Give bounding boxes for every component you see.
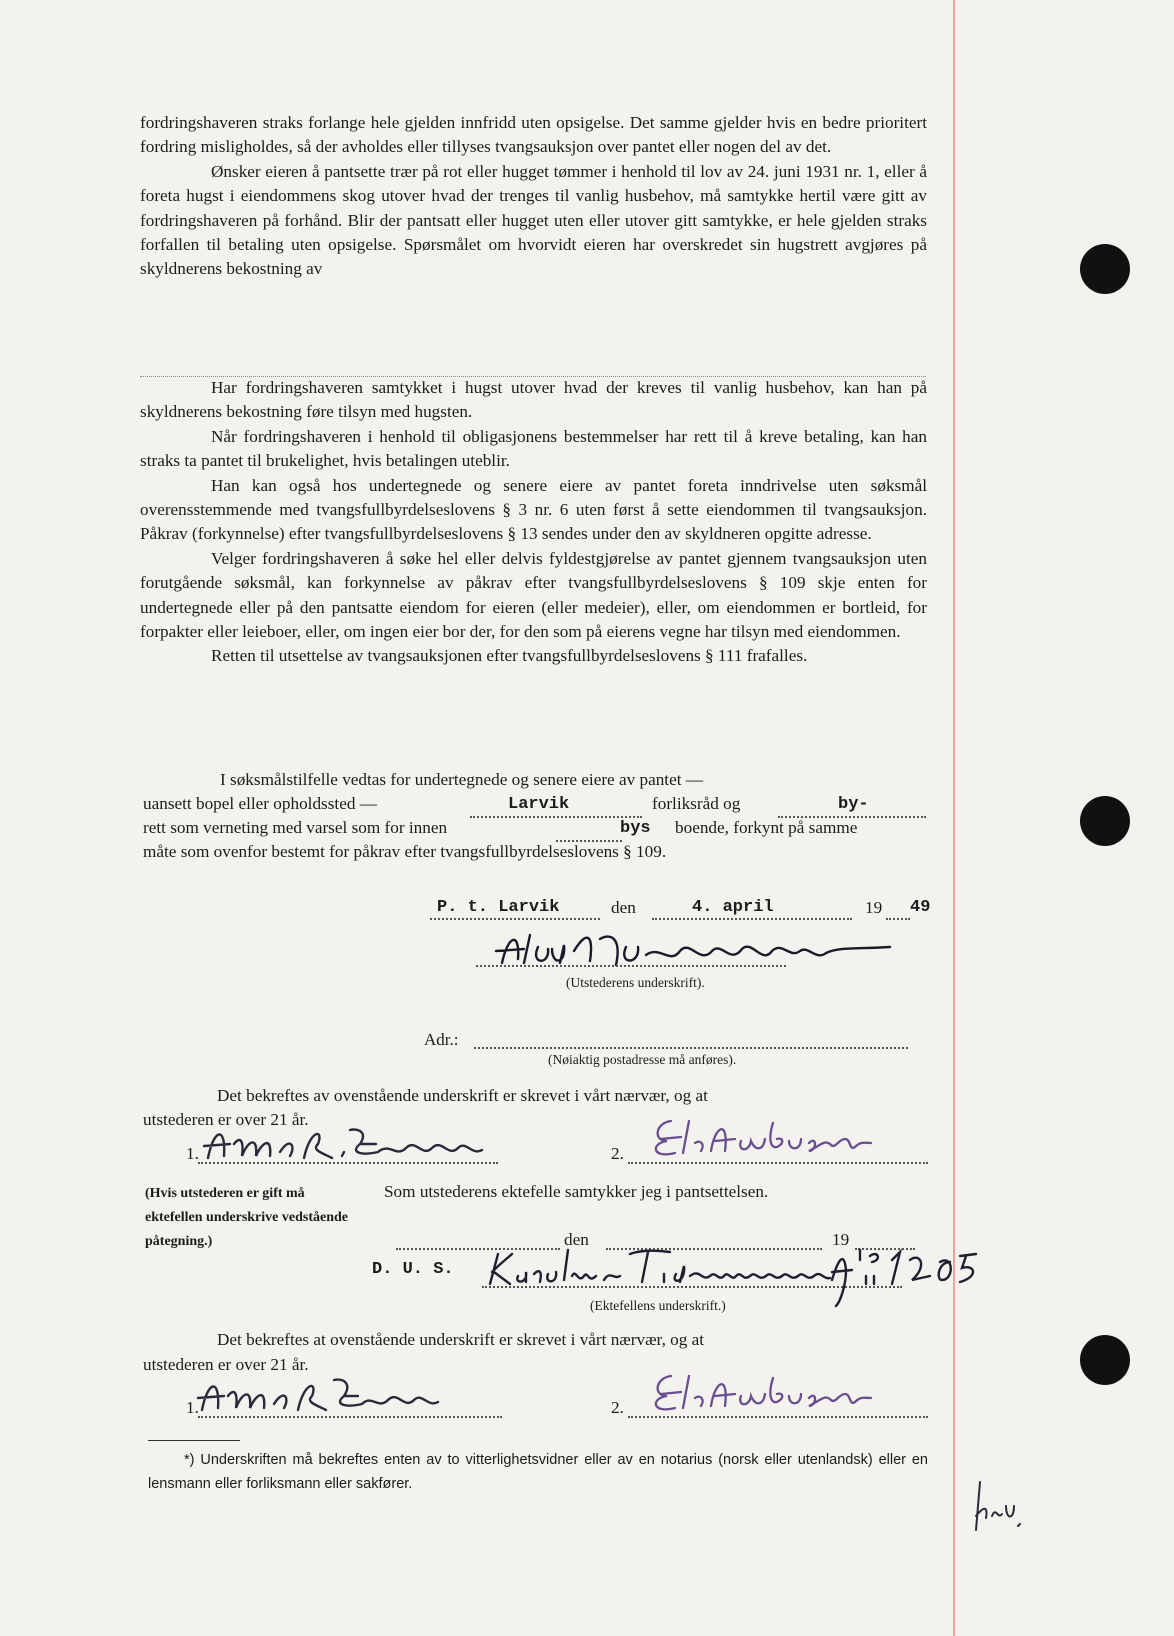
paragraph: fordringshaveren straks forlange hele gjelden innfridd uten opsigelse. Det samme gjelder hvis en bedre prioritert fordring misligholdes, så der avholdes eller tillyses tvangsauksjon over pantet eller nogen del av det. (140, 113, 927, 157)
paragraphs-main (140, 376, 927, 669)
paragraph: Når fordringshaveren i henhold til obligasjonens bestemmelser har rett til å kreve betaling, kan han straks ta pantet til brukelighet, hvis betalingen uteblir. (140, 426, 927, 471)
address-label: Adr.: (424, 1030, 459, 1049)
venue-line-3: rett som verneting med varsel som for innen (143, 818, 448, 837)
paragraph: Velger fordringshaveren å søke hel eller delvis fyldestgjørelse av pantet gjennem tvangsauksjon uten forutgående søksmål, kan forkynnelse av påkrav efter tvangsfullbyrdelseslovens § 109 skje enten for undertegnede eller på den pantsatte eiendom for eieren (eller medeier), eller, om eiendommen er bortleid, for forpakter eller leieboer, eller, om ingen eier bor der, for den som på eierens vegne har tilsyn med eiendommen. (140, 548, 927, 642)
spouse-signature (480, 1240, 1020, 1310)
confirm1-line2: utstederen er over 21 år. (143, 1110, 309, 1129)
date-year-prefix: 19 (865, 898, 883, 917)
margin-rule (953, 0, 955, 1636)
date-place: P. t. Larvik (437, 898, 560, 917)
date-den: den (611, 898, 636, 917)
spouse-den: den (564, 1230, 589, 1249)
margin-initials (966, 1476, 1026, 1536)
issuer-signature (490, 925, 920, 975)
spouse-note: (Hvis utstederen er gift må ektefellen underskrive vedstående påtegning.) (145, 1186, 348, 1249)
punch-hole (1080, 796, 1130, 846)
witness2-number: 2. (611, 1144, 624, 1163)
venue-place: Larvik (508, 795, 570, 814)
confirm1-line1: Det bekreftes av ovenstående underskrift er skrevet i vårt nærvær, og at (217, 1086, 708, 1105)
witness4-dots (628, 1416, 928, 1418)
confirm2-line1: Det bekreftes at ovenstående underskrift er skrevet i vårt nærvær, og at (217, 1330, 705, 1349)
place-dots (470, 816, 642, 818)
witness1-signature (200, 1122, 500, 1166)
footnote-rule (148, 1440, 240, 1441)
date-year-suffix: 49 (910, 898, 931, 917)
date-place-dots (430, 918, 600, 920)
address-caption: (Nøiaktig postadresse må anføres). (548, 1052, 737, 1067)
witness2-dots (628, 1162, 928, 1164)
paragraph: Har fordringshaveren samtykket i hugst utover hvad der kreves til vanlig husbehov, kan han på skyldnerens bekostning føre tilsyn med hugsten. (140, 378, 927, 422)
issuer-caption: (Utstederens underskrift). (566, 975, 705, 990)
dus-label: D. U. S. (372, 1260, 454, 1279)
issuer-signature-dots (476, 965, 786, 967)
punch-hole (1080, 1335, 1130, 1385)
date-day-month: 4. april (692, 898, 774, 917)
date-dots (652, 918, 852, 920)
paragraph: Han kan også hos undertegnede og senere eiere av pantet foreta inndrivelse uten søksmål overensstemmende med tvangsfullbyrdelseslovens § 3 nr. 6 uten først å sette eiendommen til tvangsauksjon. Påkrav (forkynnelse) efter tvangsfullbyrdelseslovens § 13 sendes under den av skyldneren opgitte adresse. (140, 475, 927, 544)
paragraph: Retten til utsettelse av tvangsauksjonen efter tvangsfullbyrdelseslovens § 111 frafalles. (211, 646, 808, 666)
venue-line-1: I søksmålstilfelle vedtas for undertegnede og senere eiere av pantet — (220, 770, 703, 789)
paragraph: Ønsker eieren å pantsette trær på rot eller hugget tømmer i henhold til lov av 24. juni 1931 nr. 1, eller å foreta hugst i eiendommens skog utover hvad der trenges til vanlig husbehov, må samtykke hertil være gitt av fordringshaveren på forhånd. Blir der pantsatt eller hugget uten eller utover gitt samtykke, er hele gjelden straks forfallen til betaling uten opsigelse. Spørsmålet om hvorvidt eieren har overskredet sin hugstrett avgjøres på skyldnerens bekostning av (140, 161, 927, 279)
footnote: *) Underskriften må bekreftes enten av to vitterlighetsvidner eller av en notarius (norsk eller utenlandsk) eller en lensmann eller forliksmann eller sakfører. (148, 1452, 928, 1492)
witness4-number: 2. (611, 1398, 624, 1417)
confirm2-line2: utstederen er over 21 år. (143, 1355, 309, 1374)
witness4-signature (645, 1370, 895, 1416)
venue-line-2: uansett bopel eller opholdssted — (143, 794, 377, 813)
spouse-caption: (Ektefellens underskrift.) (590, 1298, 726, 1313)
venue-forliksrad: forliksråd og (652, 794, 741, 813)
paragraphs-top (140, 111, 927, 282)
witness2-signature (645, 1115, 895, 1161)
witness1-number: 1. (186, 1144, 199, 1163)
venue-line-3-post: boende, forkynt på samme (675, 818, 858, 837)
year-dots (886, 918, 910, 920)
address-dots (474, 1047, 908, 1049)
venue-court-b: bys (620, 819, 651, 838)
witness3-number: 1. (186, 1398, 199, 1417)
venue-court-a: by- (838, 795, 869, 814)
punch-hole (1080, 244, 1130, 294)
spouse-consent: Som utstederens ektefelle samtykker jeg i pantsettelsen. (384, 1182, 769, 1201)
witness3-signature (194, 1372, 454, 1418)
spouse-year-prefix: 19 (832, 1230, 850, 1249)
venue-line-4: måte som ovenfor bestemt for påkrav efter tvangsfullbyrdelseslovens § 109. (143, 842, 667, 861)
